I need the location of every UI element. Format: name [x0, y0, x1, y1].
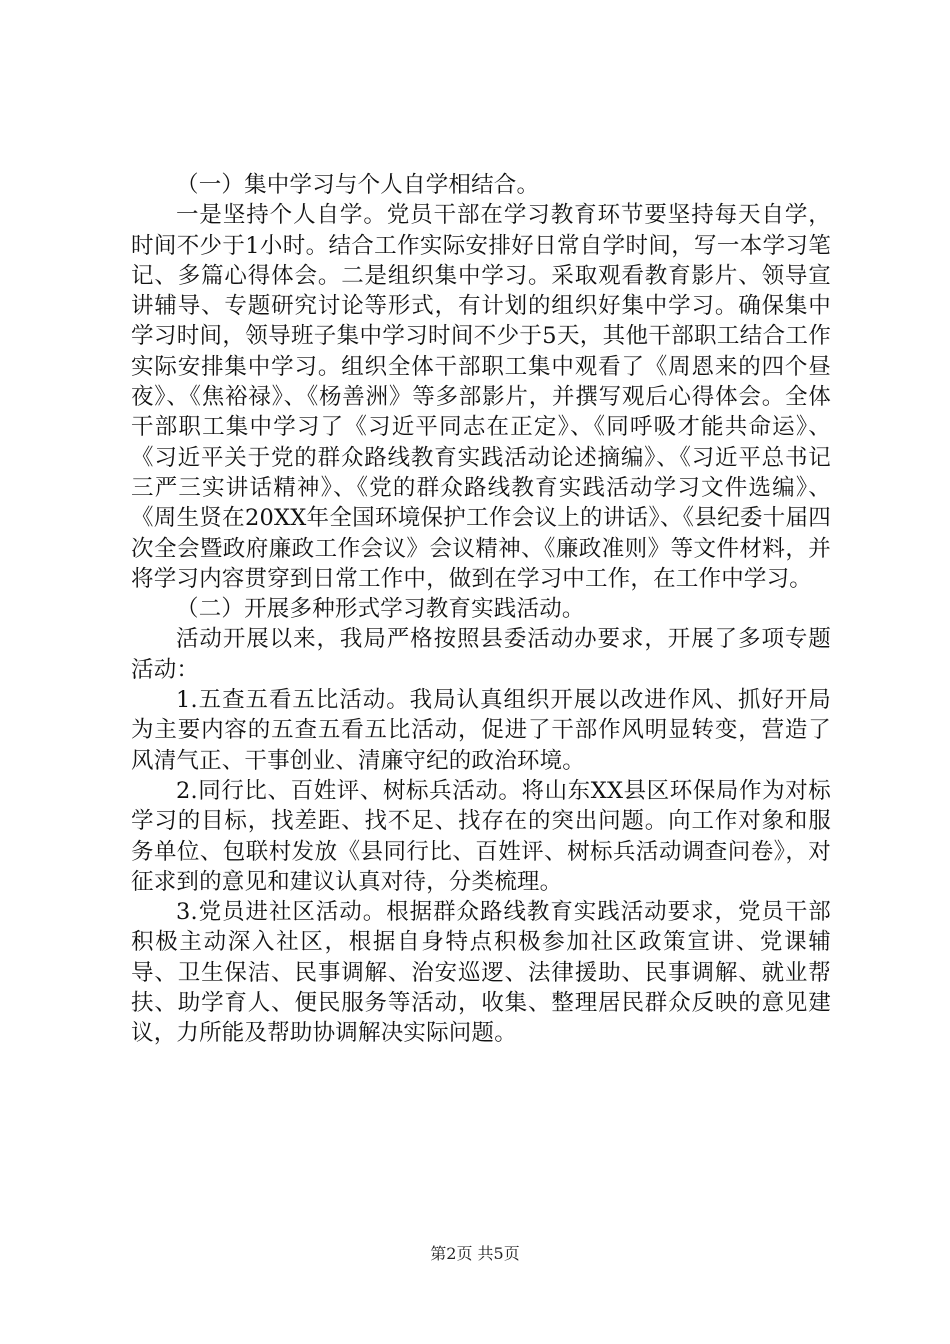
list-item-3: 3.党员进社区活动。根据群众路线教育实践活动要求，党员干部积极主动深入社区，根据自身特点积极参加社区政策宣讲、党课辅导、卫生保洁、民事调解、治安巡逻、法律援助、民事调解、就业帮扶、助学育人、便民服务等活动，收集、整理居民群众反映的意见建议，力所能及帮助协调解决实际问题。 — [131, 899, 831, 1047]
list-item-1: 1.五查五看五比活动。我局认真组织开展以改进作风、抓好开局为主要内容的五查五看五比活动，促进了干部作风明显转变，营造了风清气正、干事创业、清廉守纪的政治环境。 — [131, 687, 831, 774]
section-heading-1: （一）集中学习与个人自学相结合。 — [176, 172, 540, 198]
body-paragraph-self-study: 一是坚持个人自学。党员干部在学习教育环节要坚持每天自学，时间不少于1小时。结合工作实际安排好日常自学时间，写一本学习笔记、多篇心得体会。二是组织集中学习。采取观看教育影片、领导宣讲辅导、专题研究讨论等形式，有计划的组织好集中学习。确保集中学习时间，领导班子集中学习时间不少于5天，其他干部职工结合工作实际安排集中学习。组织全体干部职工集中观看了《周恩来的四个昼夜》、《焦裕禄》、《杨善洲》等多部影片，并撰写观后心得体会。全体干部职工集中学习了《习近平同志在正定》、《同呼吸才能共命运》、《习近平关于党的群众路线教育实践活动论述摘编》、《习近平总书记三严三实讲话精神》、《党的群众路线教育实践活动学习文件选编》、《周生贤在20XX年全国环境保护工作会议上的讲话》、《县纪委十届四次全会暨政府廉政工作会议》会议精神、《廉政准则》等文件材料，并将学习内容贯穿到日常工作中，做到在学习中工作，在工作中学习。 — [131, 202, 831, 592]
body-paragraph-activities-intro: 活动开展以来，我局严格按照县委活动办要求，开展了多项专题活动： — [131, 626, 831, 683]
document-body — [131, 170, 831, 1049]
list-item-2: 2.同行比、百姓评、树标兵活动。将山东XX县区环保局作为对标学习的目标，找差距、找不足、找存在的突出问题。向工作对象和服务单位、包联村发放《县同行比、百姓评、树标兵活动调查问卷》，对征求到的意见和建议认真对待，分类梳理。 — [131, 777, 831, 895]
page-footer: 第2页 共5页 — [430, 1244, 520, 1263]
section-heading-2: （二）开展多种形式学习教育实践活动。 — [176, 596, 585, 623]
